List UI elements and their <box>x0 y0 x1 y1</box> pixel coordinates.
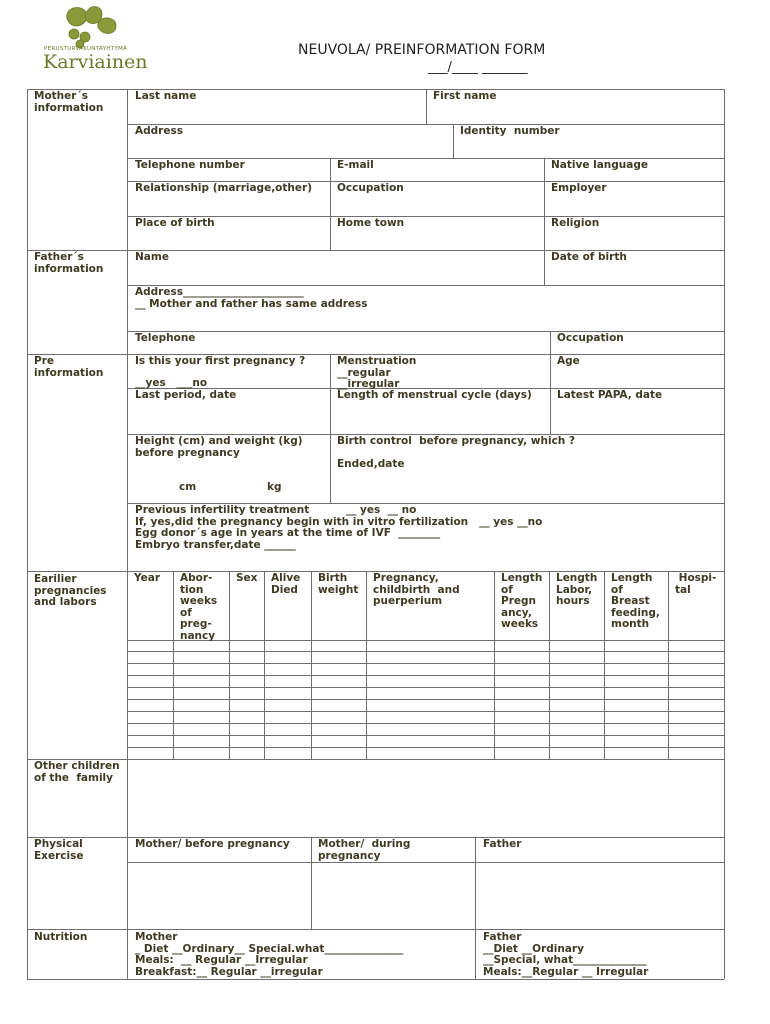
kg-unit: kg <box>267 481 282 493</box>
form-title: NEUVOLA/ PREINFORMATION FORM <box>298 42 546 58</box>
last-period-field[interactable]: Last period, date <box>135 389 237 401</box>
column-header: Year <box>134 572 161 584</box>
mother-section-label: Mother´s information <box>34 90 104 114</box>
father-section-label: Father´s information <box>34 251 104 275</box>
mother-telephone-field[interactable]: Telephone number <box>135 159 245 171</box>
height-weight-field[interactable]: Height (cm) and weight (kg) before pregnancy <box>135 435 303 459</box>
grid-column-line <box>173 571 174 759</box>
latest-papa-field[interactable]: Latest PAPA, date <box>557 389 663 401</box>
nutrition-section-label: Nutrition <box>34 931 88 943</box>
grid-column-line <box>668 571 669 759</box>
employer-field[interactable]: Employer <box>551 182 607 194</box>
date-line: ___/____ _______ <box>428 60 528 75</box>
table-top-border <box>27 89 724 90</box>
table-row[interactable] <box>127 735 724 736</box>
column-header: Sex <box>236 572 258 584</box>
exercise-father[interactable]: Father <box>483 838 522 850</box>
column-header: Pregnancy, childbirth and puerperium <box>373 572 460 607</box>
religion-field[interactable]: Religion <box>551 217 600 229</box>
infertility-treatment-field[interactable]: Previous infertility treatment __ yes __ no If, yes,did the pregnancy begin with in vitro fertilization __ yes __no Egg donor´s age in years at the time of IVF ________ Embryo transfer,date ______ <box>135 504 543 551</box>
section-column-divider <box>127 89 128 979</box>
cm-unit: cm <box>179 481 197 493</box>
column-header: Alive Died <box>271 572 301 596</box>
place-of-birth-field[interactable]: Place of birth <box>135 217 215 229</box>
column-header: Length Labor, hours <box>556 572 598 607</box>
father-name-field[interactable]: Name <box>135 251 169 263</box>
menstruation-field[interactable]: Menstruation __regular __irregular <box>337 355 417 390</box>
email-field[interactable]: E-mail <box>337 159 374 171</box>
table-row[interactable] <box>127 675 724 676</box>
relationship-field[interactable]: Relationship (marriage,other) <box>135 182 312 194</box>
logo-subtitle: PERUSTURVAKUNTAYHTYMÄ <box>44 46 128 52</box>
divider-nutrition <box>27 929 724 930</box>
first-pregnancy-yes-no[interactable]: __yes ___no <box>135 377 208 389</box>
birth-control-field[interactable]: Birth control before pregnancy, which ? <box>337 435 576 447</box>
grid-column-line <box>311 571 312 759</box>
table-row[interactable] <box>127 687 724 688</box>
father-address-field[interactable]: Address_______________________ __ Mother and father has same address <box>135 286 368 310</box>
column-header: Length of Breast feeding, month <box>611 572 660 630</box>
table-left-border <box>27 89 28 979</box>
table-right-border <box>724 89 725 979</box>
nutrition-mother[interactable]: Mother _ Diet __Ordinary__ Special.what_______________ Meals: __ Regular __Irregular Breakfast:__ Regular __irregular <box>135 931 404 978</box>
father-occupation-field[interactable]: Occupation <box>557 332 624 344</box>
table-row[interactable] <box>127 699 724 700</box>
cycle-length-field[interactable]: Length of menstrual cycle (days) <box>337 389 532 401</box>
first-name-field[interactable]: First name <box>433 90 497 102</box>
native-language-field[interactable]: Native language <box>551 159 648 171</box>
last-name-field[interactable]: Last name <box>135 90 197 102</box>
nutrition-father[interactable]: Father __Diet __Ordinary __Special, what______________ Meals:__Regular __ Irregular <box>483 931 649 978</box>
column-header: Abor- tion weeks of preg- nancy <box>180 572 218 642</box>
table-row[interactable] <box>127 747 724 748</box>
grid-column-line <box>366 571 367 759</box>
grid-column-line <box>549 571 550 759</box>
age-field[interactable]: Age <box>557 355 580 367</box>
table-row[interactable] <box>127 663 724 664</box>
exercise-section-label: Physical Exercise <box>34 838 84 862</box>
grid-column-line <box>604 571 605 759</box>
exercise-mother-during[interactable]: Mother/ during pregnancy <box>318 838 411 862</box>
other-children-label: Other children of the family <box>34 760 120 784</box>
home-town-field[interactable]: Home town <box>337 217 405 229</box>
table-row[interactable] <box>127 651 724 652</box>
first-pregnancy-question: Is this your first pregnancy ? <box>135 355 306 367</box>
exercise-mother-before[interactable]: Mother/ before pregnancy <box>135 838 290 850</box>
mother-address-field[interactable]: Address <box>135 125 183 137</box>
earlier-section-label: Earilier pregnancies and labors <box>34 573 107 608</box>
table-row[interactable] <box>127 723 724 724</box>
divider-other-children <box>27 759 724 760</box>
pre-section-label: Pre information <box>34 355 104 379</box>
column-header: Hospi- tal <box>675 572 717 596</box>
ended-date-field[interactable]: Ended,date <box>337 458 405 470</box>
logo-name: Karviainen <box>43 51 148 73</box>
father-date-of-birth-field[interactable]: Date of birth <box>551 251 627 263</box>
grid-column-line <box>264 571 265 759</box>
father-telephone-field[interactable]: Telephone <box>135 332 196 344</box>
table-row[interactable] <box>127 711 724 712</box>
grid-column-line <box>494 571 495 759</box>
column-header: Birth weight <box>318 572 359 596</box>
table-bottom-border <box>27 979 724 980</box>
identity-number-field[interactable]: Identity number <box>460 125 560 137</box>
gooseberry-leaf-icon <box>40 4 150 50</box>
mother-occupation-field[interactable]: Occupation <box>337 182 404 194</box>
grid-column-line <box>229 571 230 759</box>
column-header: Length of Pregn ancy, weeks <box>501 572 543 630</box>
